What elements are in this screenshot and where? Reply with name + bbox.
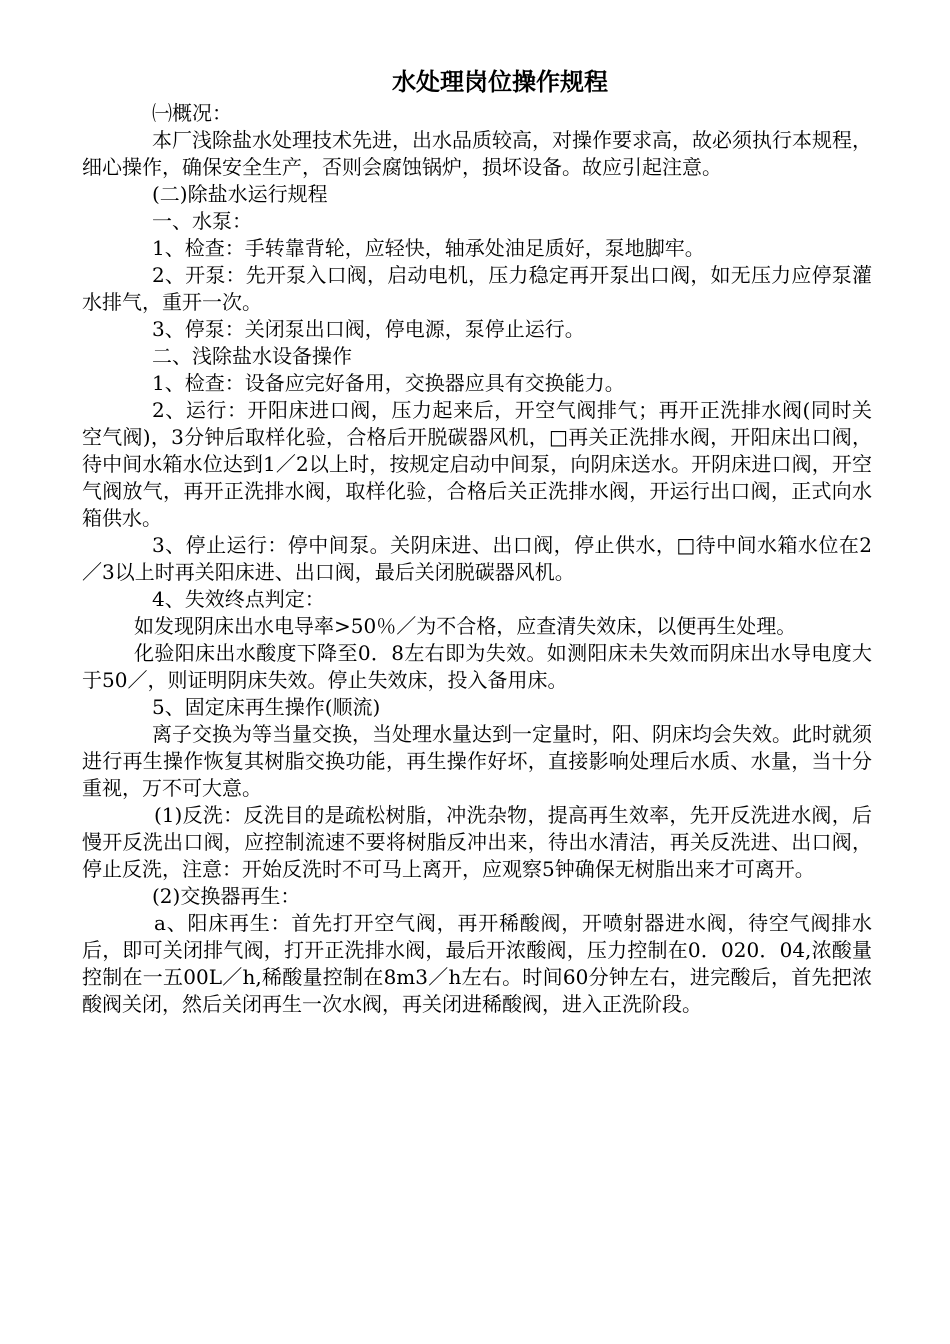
paragraph: 2、开泵：先开泵入口阀，启动电机，压力稳定再开泵出口阀，如无压力应停泵灌水排气，重开一次。 — [82, 263, 872, 314]
paragraph: 如发现阴床出水电导率>50％／为不合格，应查清失效床，以便再生处理。 — [134, 614, 797, 638]
paragraph: 化验阳床出水酸度下降至0．8左右即为失效。如测阳床未失效而阴床出水导电度大于50／，则证明阴床失效。停止失效床，投入备用床。 — [82, 641, 872, 692]
paragraph: 4、失效终点判定： — [152, 587, 325, 611]
paragraph: 1、检查：设备应完好备用，交换器应具有交换能力。 — [152, 371, 625, 395]
document-body — [82, 100, 872, 1018]
paragraph: 一、水泵： — [152, 209, 252, 233]
paragraph: (二)除盐水运行规程 — [152, 182, 328, 206]
paragraph: 5、固定床再生操作(顺流) — [152, 695, 381, 719]
paragraph: 2、运行：开阳床进口阀，压力起来后，开空气阀排气；再开正洗排水阀(同时关空气阀)，3分钟后取样化验，合格后开脱碳器风机，□再关正洗排水阀，开阳床出口阀，待中间水箱水位达到1／2以上时，按规定启动中间泵，向阴床送水。开阴床进口阀，开空气阀放气，再开正洗排水阀，取样化验，合格后关正洗排水阀，开运行出口阀，正式向水箱供水。 — [82, 398, 872, 530]
paragraph: (1)反洗：反洗目的是疏松树脂，冲洗杂物，提高再生效率，先开反洗进水阀，后慢开反洗出口阀，应控制流速不要将树脂反冲出来，待出水清洁，再关反洗进、出口阀，停止反洗，注意：开始反洗时不可马上离开，应观察5钟确保无树脂出来才可离开。 — [82, 803, 872, 881]
paragraph: (2)交换器再生： — [152, 884, 301, 908]
paragraph: 3、停止运行：停中间泵。关阴床进、出口阀，停止供水，□待中间水箱水位在2／3以上时再关阳床进、出口阀，最后关闭脱碳器风机。 — [82, 533, 872, 584]
paragraph: a、阳床再生：首先打开空气阀，再开稀酸阀，开喷射器进水阀，待空气阀排水后，即可关闭排气阀，打开正洗排水阀，最后开浓酸阀，压力控制在0．020．04,浓酸量控制在一五00L／h,稀酸量控制在8m3／h左右。时间60分钟左右，进完酸后，首先把浓酸阀关闭，然后关闭再生一次水阀，再关闭进稀酸阀，进入正洗阶段。 — [82, 911, 872, 1016]
paragraph: 1、检查：手转靠背轮，应轻快，轴承处油足质好，泵地脚牢。 — [152, 236, 705, 260]
paragraph: 离子交换为等当量交换，当处理水量达到一定量时，阳、阴床均会失效。此时就须进行再生操作恢复其树脂交换功能，再生操作好坏，直接影响处理后水质、水量，当十分重视，万不可大意。 — [82, 722, 872, 800]
paragraph: 3、停泵：关闭泵出口阀，停电源，泵停止运行。 — [152, 317, 585, 341]
document-title: 水处理岗位操作规程 — [392, 68, 608, 96]
paragraph: ㈠概况： — [152, 101, 232, 125]
paragraph: 本厂浅除盐水处理技术先进，出水品质较高，对操作要求高，故必须执行本规程，细心操作，确保安全生产，否则会腐蚀锅炉，损坏设备。故应引起注意。 — [82, 128, 872, 179]
paragraph: 二、浅除盐水设备操作 — [152, 344, 352, 368]
